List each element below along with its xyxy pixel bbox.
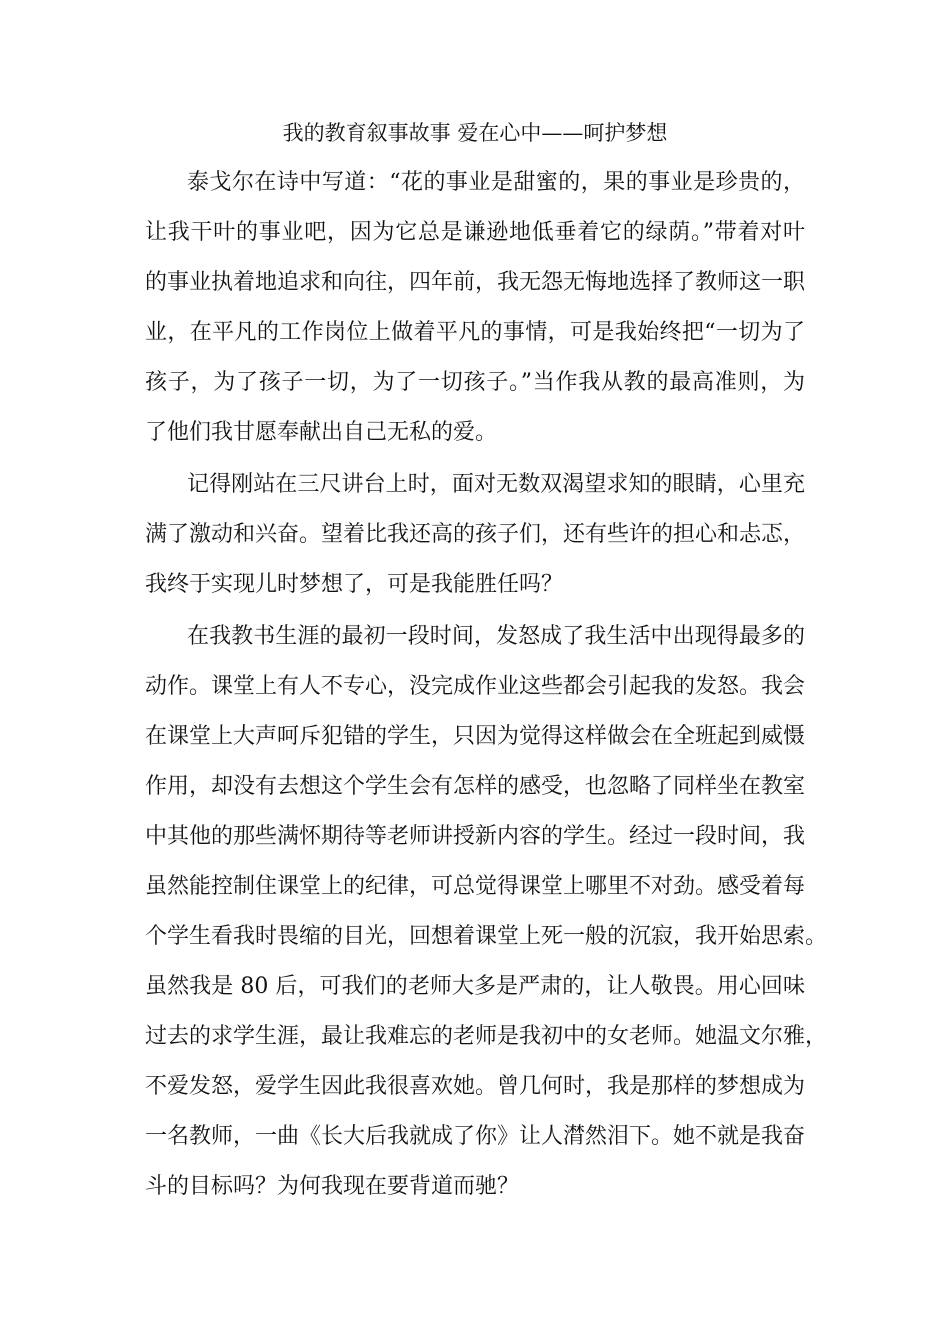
body-line: 我终于实现儿时梦想了，可是我能胜任吗？ — [145, 572, 564, 597]
body-line: 不爱发怒，爱学生因此我很喜欢她。曾几何时，我是那样的梦想成为 — [145, 1074, 806, 1099]
body-line: 在我教书生涯的最初一段时间，发怒成了我生活中出现得最多的 — [187, 624, 805, 649]
body-line: 作用，却没有去想这个学生会有怎样的感受，也忽略了同样坐在教室 — [145, 774, 806, 799]
body-line: 满了激动和兴奋。望着比我还高的孩子们，还有些许的担心和忐忑， — [145, 522, 806, 547]
body-line: 个学生看我时畏缩的目光，回想着课堂上死一般的沉寂，我开始思索。 — [145, 924, 828, 949]
body-line: 在课堂上大声呵斥犯错的学生，只因为觉得这样做会在全班起到威慑 — [145, 724, 806, 749]
body-line: 虽然能控制住课堂上的纪律，可总觉得课堂上哪里不对劲。感受着每 — [145, 874, 806, 899]
body-line: 让我干叶的事业吧，因为它总是谦逊地低垂着它的绿荫。”带着对叶 — [145, 220, 805, 245]
body-line: 虽然我是 80 后，可我们的老师大多是严肃的，让人敬畏。用心回味 — [145, 974, 805, 999]
body-line: 斗的目标吗？为何我现在要背道而驰？ — [145, 1174, 520, 1199]
body-line: 了他们我甘愿奉献出自己无私的爱。 — [145, 420, 498, 445]
body-line: 记得刚站在三尺讲台上时，面对无数双渴望求知的眼睛，心里充 — [187, 472, 805, 497]
body-line: 动作。课堂上有人不专心，没完成作业这些都会引起我的发怒。我会 — [145, 674, 806, 699]
body-line: 的事业执着地追求和向往，四年前，我无怨无悔地选择了教师这一职 — [145, 270, 806, 295]
body-line: 中其他的那些满怀期待等老师讲授新内容的学生。经过一段时间，我 — [145, 824, 806, 849]
body-line: 一名教师，一曲《长大后我就成了你》让人潸然泪下。她不就是我奋 — [145, 1124, 806, 1149]
body-line: 业，在平凡的工作岗位上做着平凡的事情，可是我始终把“一切为了 — [145, 320, 805, 345]
body-line: 过去的求学生涯，最让我难忘的老师是我初中的女老师。她温文尔雅， — [145, 1024, 828, 1049]
document-title: 我的教育叙事故事 爱在心中——呵护梦想 — [282, 121, 668, 145]
body-line: 泰戈尔在诗中写道：“花的事业是甜蜜的，果的事业是珍贵的， — [187, 170, 805, 195]
body-line: 孩子，为了孩子一切，为了一切孩子。”当作我从教的最高准则，为 — [145, 370, 805, 395]
